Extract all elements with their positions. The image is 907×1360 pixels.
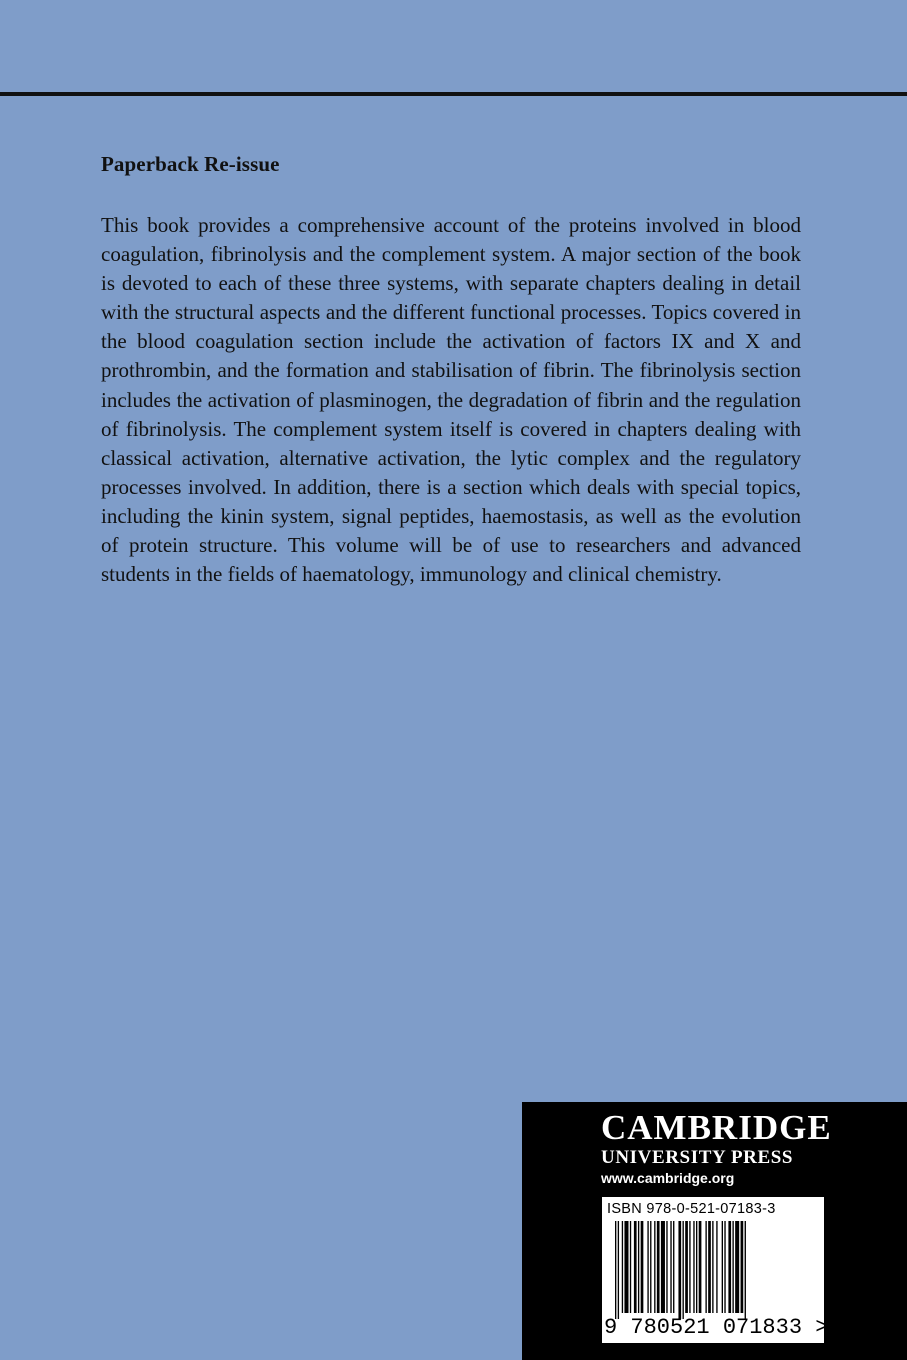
barcode-bar [696,1221,697,1313]
barcode-bar [689,1221,690,1313]
barcode-bar [666,1221,667,1313]
barcode-bar [732,1221,733,1313]
barcode-bar [641,1221,644,1313]
book-description: This book provides a comprehensive account of the proteins involved in blood coagulation, fibrinolysis and the complement system. A major section of the book is devoted to each of these three systems, with separate chapters dealing in detail with the structural aspects and the different functional processes. Topics covered in the blood coagulation section include the activation of factors IX and X and prothrombin, and the formation and stabilisation of fibrin. The fibrinolysis section includes the activation of plasminogen, the degradation of fibrin and the regulation of fibrinolysis. The complement system itself is covered in chapters dealing with classical activation, alternative activation, the lytic complex and the regulatory processes involved. In addition, there is a section which deals with special topics, including the kinin system, signal peptides, haemostasis, as well as the evolution of protein structure. This volume will be of use to researchers and advanced students in the fields of haematology, immunology and clinical chemistry. [101,213,801,587]
barcode-bar [657,1221,660,1313]
barcode-bar [622,1221,623,1313]
barcode-bar [618,1221,619,1319]
barcode-digits: 9 780521 071833 > [604,1315,829,1340]
barcode-bar [683,1221,684,1319]
barcode-bar [724,1221,725,1313]
top-divider-rule [0,92,907,96]
barcode-bar [678,1221,681,1319]
barcode-bar [741,1221,744,1313]
barcode-bar [630,1221,631,1313]
barcode-bar [708,1221,711,1313]
publisher-name: CAMBRIDGE [601,1108,832,1147]
barcode-bar [716,1221,717,1313]
barcode-panel [602,1197,829,1343]
barcode-bar [615,1221,616,1319]
barcode-bar [624,1221,628,1313]
barcode-bars-icon [615,1221,811,1319]
publisher-subtitle: UNIVERSITY PRESS [601,1147,794,1168]
barcode-bar [705,1221,706,1313]
barcode-bar [673,1221,674,1313]
barcode-bar [685,1221,688,1313]
publisher-box [522,1102,907,1360]
barcode-bar [699,1221,702,1313]
barcode-bar [712,1221,713,1313]
barcode-bar [728,1221,731,1313]
barcode-bar [745,1221,746,1319]
reissue-heading: Paperback Re-issue [101,152,280,176]
barcode-bar [722,1221,723,1313]
barcode-bar [693,1221,694,1313]
barcode-bar [670,1221,671,1313]
barcode-bar [647,1221,648,1313]
barcode-bar [654,1221,655,1313]
barcode-bar [634,1221,637,1313]
barcode-bar [638,1221,639,1313]
barcode-bar [661,1221,665,1313]
isbn-label: ISBN 978-0-521-07183-3 [607,1201,776,1217]
barcode-bar [735,1221,739,1313]
barcode-bar [650,1221,651,1313]
publisher-url: www.cambridge.org [601,1170,735,1186]
